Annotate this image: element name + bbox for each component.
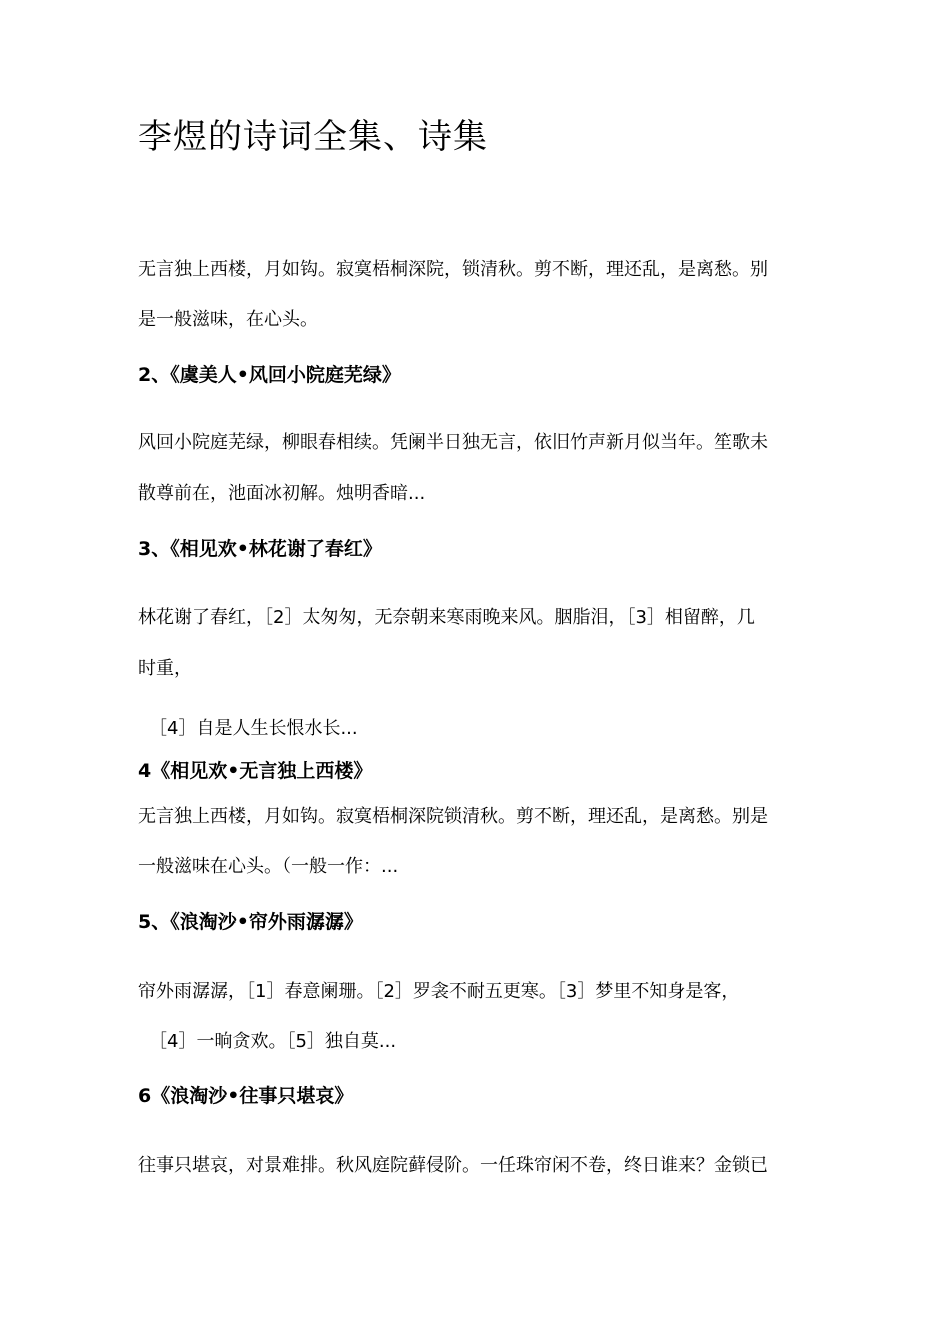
poem-text-line: 风回小院庭芜绿，柳眼春相续。凭阑半日独无言，依旧竹声新月似当年。笙歌未	[138, 432, 768, 453]
poem-text-line: 时重，	[138, 658, 192, 679]
poem-text-line: 一般滋味在心头。（一般一作：...	[138, 856, 399, 877]
poem-text-line: ［4］一晌贪欢。［5］独自莫...	[149, 1031, 397, 1052]
poem-heading-2: 2、《虞美人•风回小院庭芜绿》	[138, 364, 401, 386]
poem-text-line: 散尊前在，池面冰初解。烛明香暗...	[138, 483, 426, 504]
poem-text-line: 是一般滋味，在心头。	[138, 309, 318, 330]
poem-text-line: 无言独上西楼，月如钩。寂寞梧桐深院，锁清秋。剪不断，理还乱，是离愁。别	[138, 259, 768, 280]
poem-text-line: 林花谢了春红，［2］太匆匆，无奈朝来寒雨晚来风。胭脂泪，［3］相留醉，几	[138, 607, 755, 628]
poem-heading-5: 5、《浪淘沙•帘外雨潺潺》	[138, 911, 363, 933]
poem-text-line: 无言独上西楼，月如钩。寂寞梧桐深院锁清秋。剪不断，理还乱，是离愁。别是	[138, 806, 768, 827]
poem-text-line: 往事只堪哀，对景难排。秋风庭院藓侵阶。一任珠帘闲不卷，终日谁来？金锁已	[138, 1155, 768, 1176]
poem-text-line: ［4］自是人生长恨水长...	[149, 718, 358, 739]
poem-heading-3: 3、《相见欢•林花谢了春红》	[138, 538, 382, 560]
poem-heading-6: 6《浪淘沙•往事只堪哀》	[138, 1085, 354, 1107]
poem-heading-4: 4《相见欢•无言独上西楼》	[138, 760, 373, 782]
poem-text-line: 帘外雨潺潺，［1］春意阑珊。［2］罗衾不耐五更寒。［3］梦里不知身是客，	[138, 981, 740, 1002]
document-title: 李煜的诗词全集、诗集	[138, 117, 488, 157]
